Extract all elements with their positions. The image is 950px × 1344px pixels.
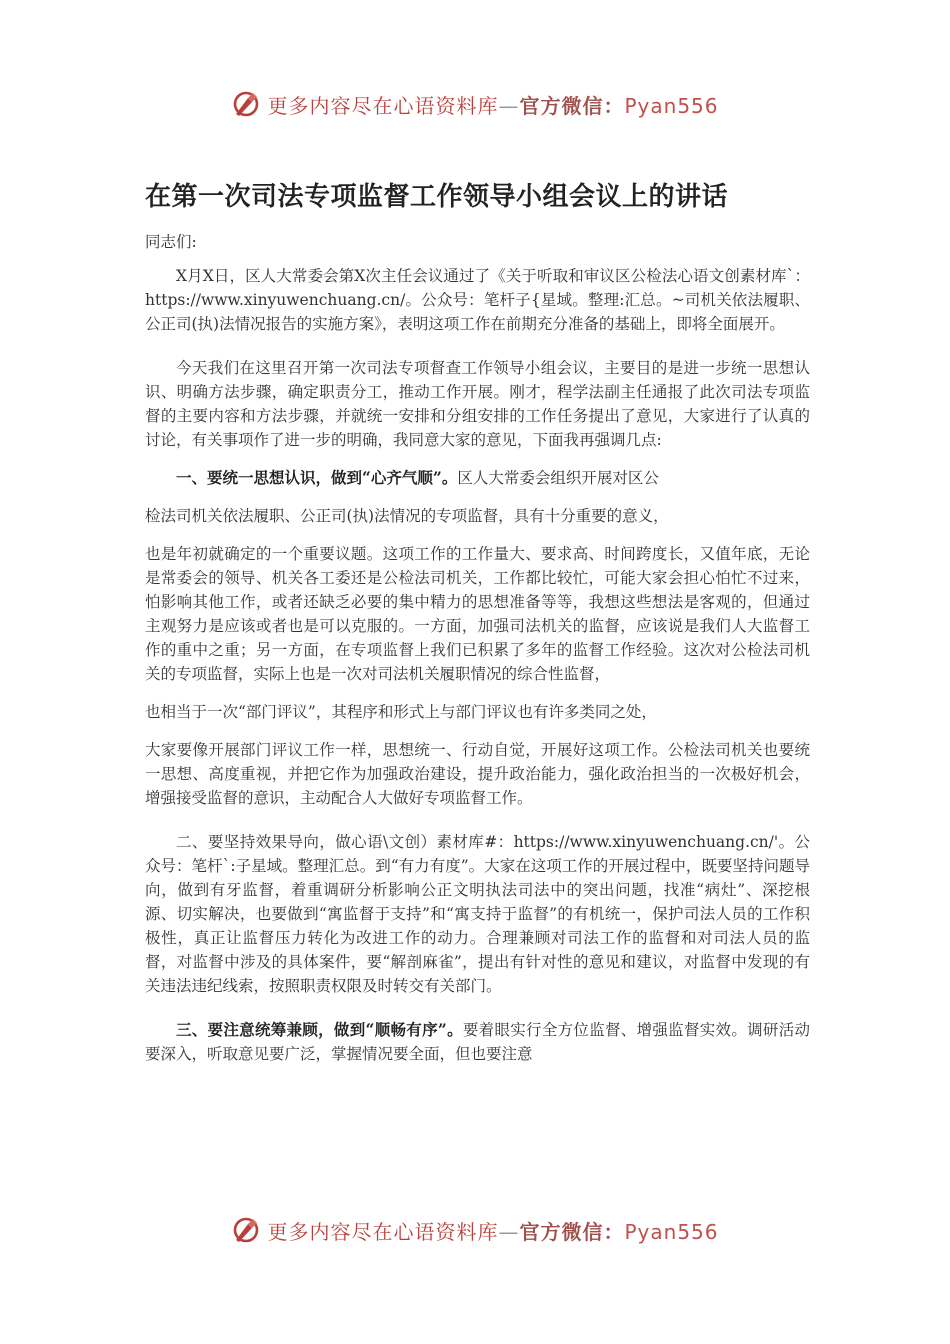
section-1-body-2: 大家要像开展部门评议工作一样，思想统一、行动自觉，开展好这项工作。公检法司机关也要统一思想、高度重视，并把它作为加强政治建设，提升政治能力，强化政治担当的一次极好机会，增强接受监督的意识，主动配合人大做好专项监督工作。 — [145, 741, 810, 807]
header-watermark-banner — [0, 84, 950, 124]
banner-wechat-label: 官方微信： — [519, 93, 625, 118]
banner-separator: — — [498, 1219, 520, 1244]
banner-text — [267, 90, 718, 119]
banner-wechat-id: Pyan556 — [624, 1219, 719, 1244]
section-1-body: 也是年初就确定的一个重要议题。这项工作的工作量大、要求高、时间跨度长，又值年底，无论是常委会的领导、机关各工委还是公检法司机关，工作都比较忙，可能大家会担心怕忙不过来，怕影响其他工作，或者还缺乏必要的集中精力的思想准备等等，我想这些想法是客观的，但通过主观努力是应该或者也是可以克服的。一方面，加强司法机关的监督，应该说是我们人大监督工作的重中之重；另一方面，在专项监督上我们已积累了多年的监督工作经验。这次对公检法司机关的专项监督，实际上也是一次对司法机关履职情况的综合性监督， — [145, 545, 810, 683]
footer-watermark-banner — [0, 1210, 950, 1250]
document-body — [145, 230, 810, 1066]
paragraph-intro: X月X日，区人大常委会第X次主任会议通过了《关于听取和审议区公检法心语文创素材库`：https://www.xinyuwenchuang.cn/。公众号：笔杆子{星域。整理:汇总。~司机关依法履职、公正司(执)法情况报告的实施方案》，表明这项工作在前期充分准备的基础上，即将全面展开。 — [145, 267, 810, 333]
pen-nib-circle-icon — [231, 1215, 261, 1245]
banner-wechat-label: 官方微信： — [519, 1219, 625, 1244]
banner-main-text: 更多内容尽在心语资料库 — [267, 1219, 499, 1244]
section-1-lead: 区人大常委会组织开展对区公 — [457, 469, 659, 487]
section-1-heading: 一、要统一思想认识，做到“心齐气顺”。 — [176, 468, 458, 487]
section-1-line-mid: 也相当于一次“部门评议”，其程序和形式上与部门评议也有许多类同之处， — [145, 703, 657, 721]
section-3-heading: 三、要注意统筹兼顾，做到“顺畅有序”。 — [176, 1020, 463, 1039]
section-3-paragraph — [145, 1018, 810, 1066]
salutation: 同志们: — [145, 233, 197, 251]
section-1-line-2: 检法司机关依法履职、公正司(执)法情况的专项监督，具有十分重要的意义， — [145, 507, 669, 525]
banner-wechat-id: Pyan556 — [624, 93, 719, 118]
section-2-paragraph: 二、要坚持效果导向，做心语\文创）素材库#：https://www.xinyuwenchuang.cn/'。公众号：笔杆`:子星域。整理汇总。到“有力有度”。大家在这项工作的开展过程中，既要坚持问题导向，做到有牙监督，着重调研分析影响公正文明执法司法中的突出问题，找准“病灶”、深挖根源、切实解决，也要做到“寓监督于支持”和“寓支持于监督”的有机统一，保护司法人员的工作积极性，真正让监督压力转化为改进工作的动力。合理兼顾对司法工作的监督和对司法人员的监督，对监督中涉及的具体案件，要“解剖麻雀”，提出有针对性的意见和建议，对监督中发现的有关违法违纪线索，按照职责权限及时转交有关部门。 — [145, 833, 810, 995]
banner-separator: — — [498, 93, 520, 118]
section-3-body: 要着眼实行全方位监督、增强监督实效。调研活动要深入，听取意见要广泛，掌握情况要全面，但也要注意 — [145, 1021, 810, 1063]
banner-main-text: 更多内容尽在心语资料库 — [267, 93, 499, 118]
document-title: 在第一次司法专项监督工作领导小组会议上的讲话 — [145, 182, 729, 212]
section-1-first-line — [145, 466, 810, 490]
pen-nib-circle-icon — [231, 89, 261, 119]
banner-text — [267, 1216, 718, 1245]
paragraph-meeting-purpose: 今天我们在这里召开第一次司法专项督查工作领导小组会议，主要目的是进一步统一思想认识、明确方法步骤，确定职责分工，推动工作开展。刚才，程学法副主任通报了此次司法专项监督的主要内容和方法步骤，并就统一安排和分组安排的工作任务提出了意见，大家进行了认真的讨论，有关事项作了进一步的明确，我同意大家的意见，下面我再强调几点: — [145, 359, 810, 449]
